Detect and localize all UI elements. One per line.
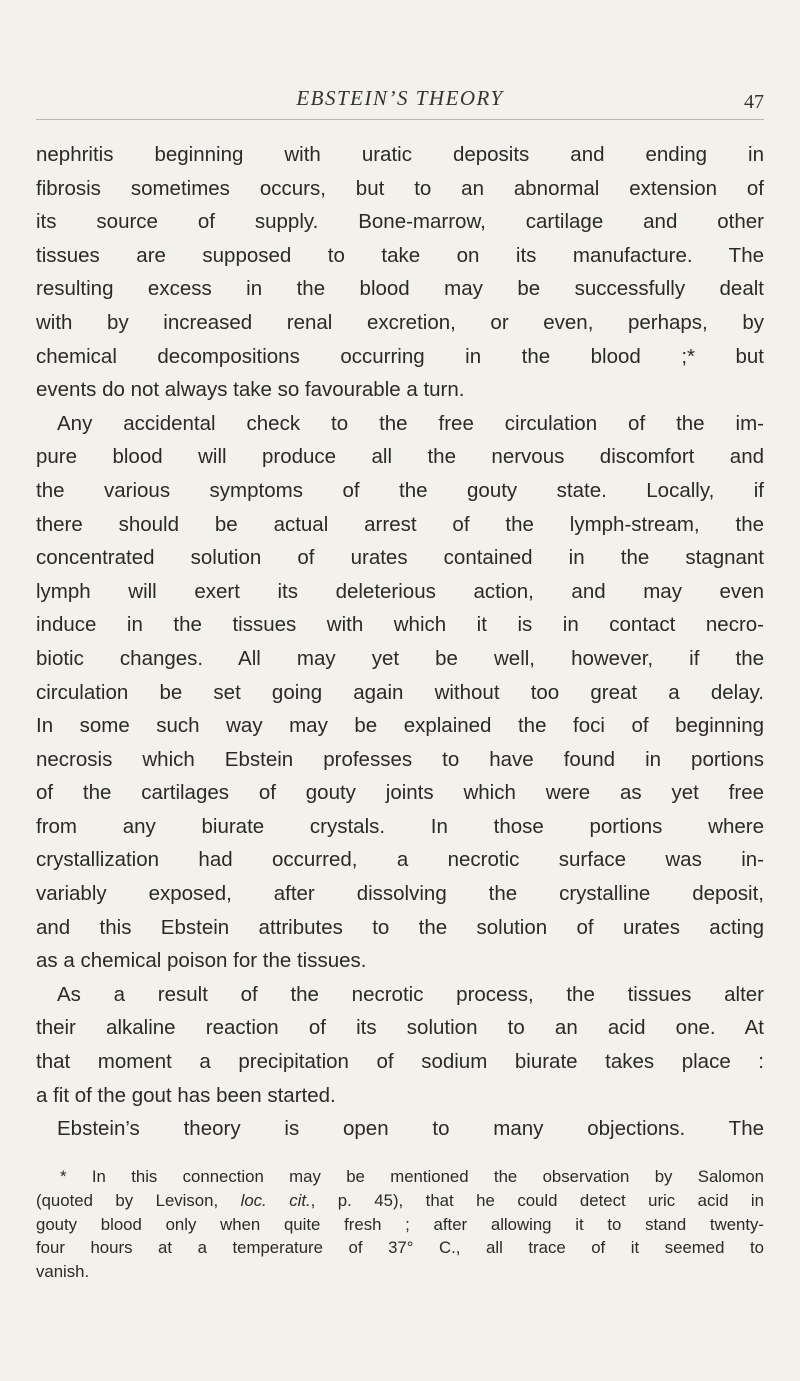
page-number: 47 — [744, 91, 764, 113]
body-line: Ebstein’s theory is open to many objections. The — [57, 1117, 764, 1141]
running-title: EBSTEIN’S THEORY — [296, 86, 504, 110]
body-line: with by increased renal excretion, or even, perhaps, by — [36, 310, 764, 334]
body-line: tissues are supposed to take on its manufacture. The — [36, 243, 764, 267]
body-line: a fit of the gout has been started. — [36, 1083, 336, 1107]
body-line: and this Ebstein attributes to the solution of urates acting — [36, 915, 764, 939]
body-line: necrosis which Ebstein professes to have found in portions — [36, 747, 764, 771]
header-rule — [36, 119, 764, 120]
body-line: Any accidental check to the free circulation of the im- — [57, 411, 764, 435]
body-line: events do not always take so favourable a turn. — [36, 378, 465, 402]
body-line: chemical decompositions occurring in the blood ;* but — [36, 344, 764, 368]
body-line: of the cartilages of gouty joints which were as yet free — [36, 781, 764, 805]
footnote-line — [36, 1189, 764, 1213]
body-line: nephritis beginning with uratic deposits and ending in — [36, 143, 764, 166]
body-line: crystallization had occurred, a necrotic surface was in- — [36, 848, 764, 872]
body-line: In some such way may be explained the foci of beginning — [36, 714, 764, 738]
body-line: that moment a precipitation of sodium biurate takes place : — [36, 1050, 764, 1074]
body-line: the various symptoms of the gouty state. Locally, if — [36, 478, 764, 502]
footnote-line: gouty blood only when quite fresh ; after allowing it to stand twenty- — [36, 1214, 764, 1234]
body-line: As a result of the necrotic process, the tissues alter — [57, 982, 764, 1006]
footnote-text: , p. 45), that he could detect uric acid in — [310, 1190, 764, 1210]
footnote — [36, 1165, 764, 1284]
body-line: resulting excess in the blood may be successfully dealt — [36, 277, 764, 301]
body-line: variably exposed, after dissolving the crystalline deposit, — [36, 882, 764, 906]
body-line: there should be actual arrest of the lymph-stream, the — [36, 512, 764, 536]
body-text — [36, 138, 764, 1146]
body-line: as a chemical poison for the tissues. — [36, 949, 367, 973]
footnote-text: (quoted by Levison, — [36, 1190, 241, 1210]
body-line: concentrated solution of urates contained in the stagnant — [36, 546, 764, 570]
body-line: its source of supply. Bone-marrow, cartilage and other — [36, 210, 764, 234]
body-line: from any biurate crystals. In those portions where — [36, 814, 764, 838]
body-line: induce in the tissues with which it is in contact necro- — [36, 613, 764, 637]
body-line: pure blood will produce all the nervous discomfort and — [36, 445, 764, 469]
body-line: their alkaline reaction of its solution to an acid one. At — [36, 1016, 764, 1040]
body-line: fibrosis sometimes occurs, but to an abnormal extension of — [36, 176, 764, 200]
footnote-line: four hours at a temperature of 37° C., all trace of it seemed to — [36, 1238, 764, 1258]
footnote-line: * In this connection may be mentioned the observation by Salomon — [60, 1167, 764, 1186]
footnote-line: vanish. — [36, 1262, 90, 1282]
body-line: lymph will exert its deleterious action, and may even — [36, 579, 764, 603]
body-line: circulation be set going again without too great a delay. — [36, 680, 764, 704]
body-line: biotic changes. All may yet be well, however, if the — [36, 646, 764, 670]
footnote-citation: loc. cit. — [240, 1190, 311, 1210]
running-head — [36, 86, 764, 126]
